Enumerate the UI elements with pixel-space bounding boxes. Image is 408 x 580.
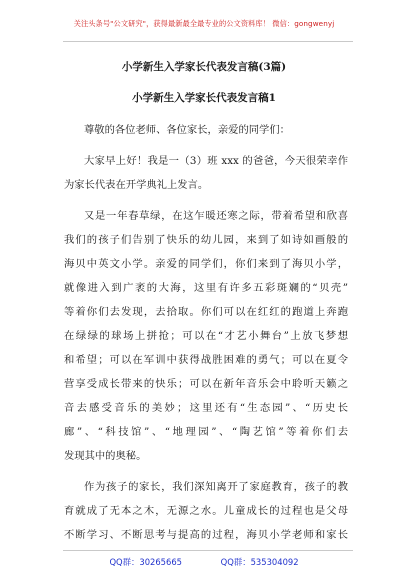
paragraph-line: 为家长代表在开学典礼上发言。 bbox=[64, 179, 209, 191]
paragraph-line: 等着你们去发现，去拾取。你们可以在红红的跑道上奔跑 bbox=[64, 306, 348, 318]
paragraph-line: 廊”、“科技馆”、“地理园”、“陶艺馆”等着你们去 bbox=[64, 426, 348, 438]
document-title: 小学新生入学家长代表发言稿(3篇) bbox=[121, 61, 287, 73]
paragraph-line: 音去感受音乐的美妙；这里还有“生态园”、“历史长 bbox=[64, 402, 348, 414]
paragraph-line: 育就成了无本之木，无源之水。儿童成长的过程也是父母 bbox=[64, 505, 348, 517]
qq-group-2: QQ群：535304092 bbox=[220, 557, 299, 567]
salutation-line: 尊敬的各位老师、各位家长，亲爱的同学们： bbox=[84, 124, 290, 136]
paragraph-line: 就像进入到广袤的大海，这里有许多五彩斑斓的“贝壳” bbox=[64, 282, 348, 294]
paragraph-line: 营享受成长带来的快乐；可以在新年音乐会中聆听天籁之 bbox=[64, 378, 348, 390]
paragraph-line: 又是一年春草绿，在这乍暖还寒之际，带着希望和欣喜 bbox=[84, 210, 348, 222]
paragraph-line: 海贝中英文小学。亲爱的同学们，你们来到了海贝小学， bbox=[64, 258, 348, 270]
section-title: 小学新生入学家长代表发言稿1 bbox=[132, 92, 276, 104]
footer bbox=[0, 556, 408, 568]
footer-divider bbox=[63, 550, 353, 551]
promo-banner: 关注头条号"公文研究"，获得最新最全最专业的公文资料库！ 微信：gongwenyj bbox=[73, 19, 335, 28]
qq-group-1: QQ群：30265665 bbox=[109, 557, 182, 567]
paragraph-line: 和希望；可以在军训中获得战胜困难的勇气；可以在夏令 bbox=[64, 354, 348, 366]
paragraph-line: 发现其中的奥秘。 bbox=[64, 450, 147, 462]
paragraph-line: 大家早上好！我是一（3）班 xxx 的爸爸，今天很荣幸作 bbox=[84, 155, 348, 167]
paragraph-line: 作为孩子的家长，我们深知离开了家庭教育，孩子的教 bbox=[84, 481, 348, 493]
paragraph-line: 在绿绿的球场上拼抢；可以在“才艺小舞台”上放飞梦想 bbox=[64, 330, 348, 342]
header-divider bbox=[63, 41, 353, 42]
paragraph-line: 不断学习、不断思考与提高的过程，海贝小学老师和家长 bbox=[64, 529, 348, 541]
paragraph-line: 我们的孩子们告别了快乐的幼儿园，来到了如诗如画般的 bbox=[64, 234, 348, 246]
